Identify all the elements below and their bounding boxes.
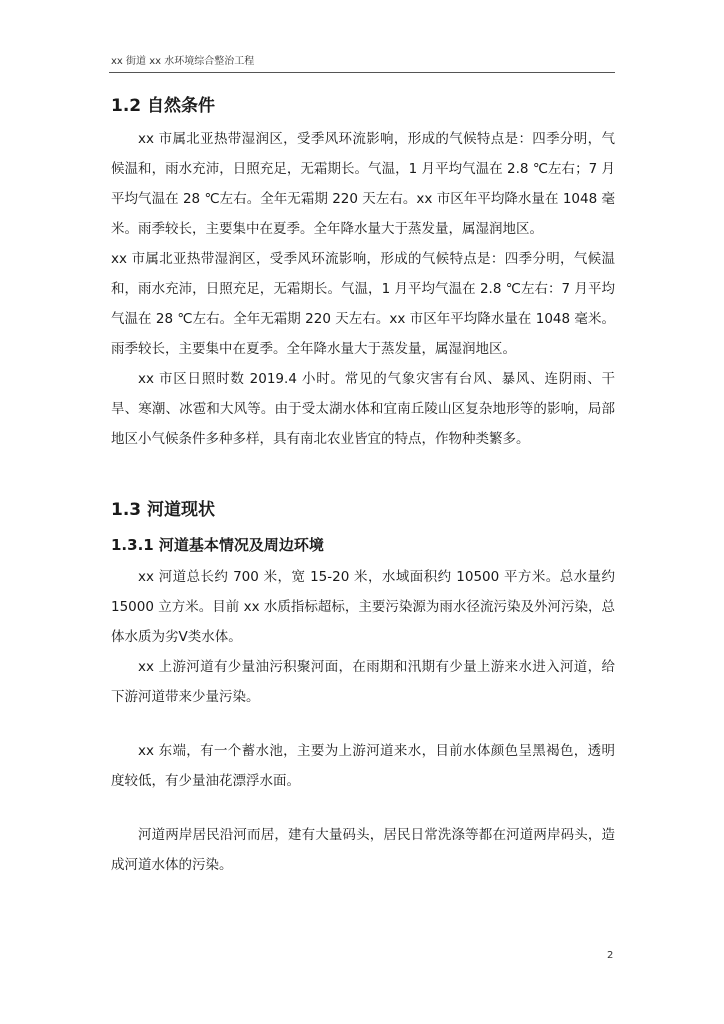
subsection-heading-river-basics: 1.3.1 河道基本情况及周边环境 (111, 536, 324, 554)
paragraph: xx 东端，有一个蓄水池，主要为上游河道来水，目前水体颜色呈黑褐色，透明度较低，有少量油花漂浮水面。 (111, 743, 615, 789)
paragraph: xx 上游河道有少量油污积聚河面，在雨期和汛期有少量上游来水进入河道，给下游河道带来少量污染。 (111, 659, 615, 705)
header-rule (109, 72, 615, 73)
paragraph: xx 市属北亚热带湿润区，受季风环流影响，形成的气候特点是：四季分明，气候温和，雨水充沛，日照充足，无霜期长。气温，1 月平均气温在 2.8 ℃左右；7 月平均气温在 28 ℃左右。全年无霜期 220 天左右。xx 市区年平均降水量在 1048 毫米。雨季较长，主要集中在夏季。全年降水量大于蒸发量，属湿润地区。 (111, 131, 615, 237)
paragraph: xx 市区日照时数 2019.4 小时。常见的气象灾害有台风、暴风、连阴雨、干旱、寒潮、冰雹和大风等。由于受太湖水体和宜南丘陵山区复杂地形等的影响，局部地区小气候条件多种多样，具有南北农业皆宜的特点，作物种类繁多。 (111, 371, 615, 447)
page-number: 2 (607, 950, 614, 961)
paragraph: xx 市属北亚热带湿润区，受季风环流影响，形成的气候特点是：四季分明，气候温和，雨水充沛，日照充足，无霜期长。气温，1 月平均气温在 2.8 ℃左右：7 月平均气温在 28 ℃左右。全年无霜期 220 天左右。xx 市区年平均降水量在 1048 毫米。雨季较长，主要集中在夏季。全年降水量大于蒸发量，属湿润地区。 (111, 251, 615, 357)
section-heading-natural-conditions: 1.2 自然条件 (111, 96, 216, 116)
section-heading-river-status: 1.3 河道现状 (111, 500, 216, 520)
paragraph: 河道两岸居民沿河而居，建有大量码头，居民日常洗涤等都在河道两岸码头，造成河道水体的污染。 (111, 827, 615, 873)
paragraph: xx 河道总长约 700 米，宽 15-20 米，水域面积约 10500 平方米。总水量约 15000 立方米。目前 xx 水质指标超标，主要污染源为雨水径流污染及外河污染，总体水质为劣Ⅴ类水体。 (111, 569, 615, 645)
page-header: xx 街道 xx 水环境综合整治工程 (111, 56, 255, 67)
document-body (111, 90, 615, 880)
